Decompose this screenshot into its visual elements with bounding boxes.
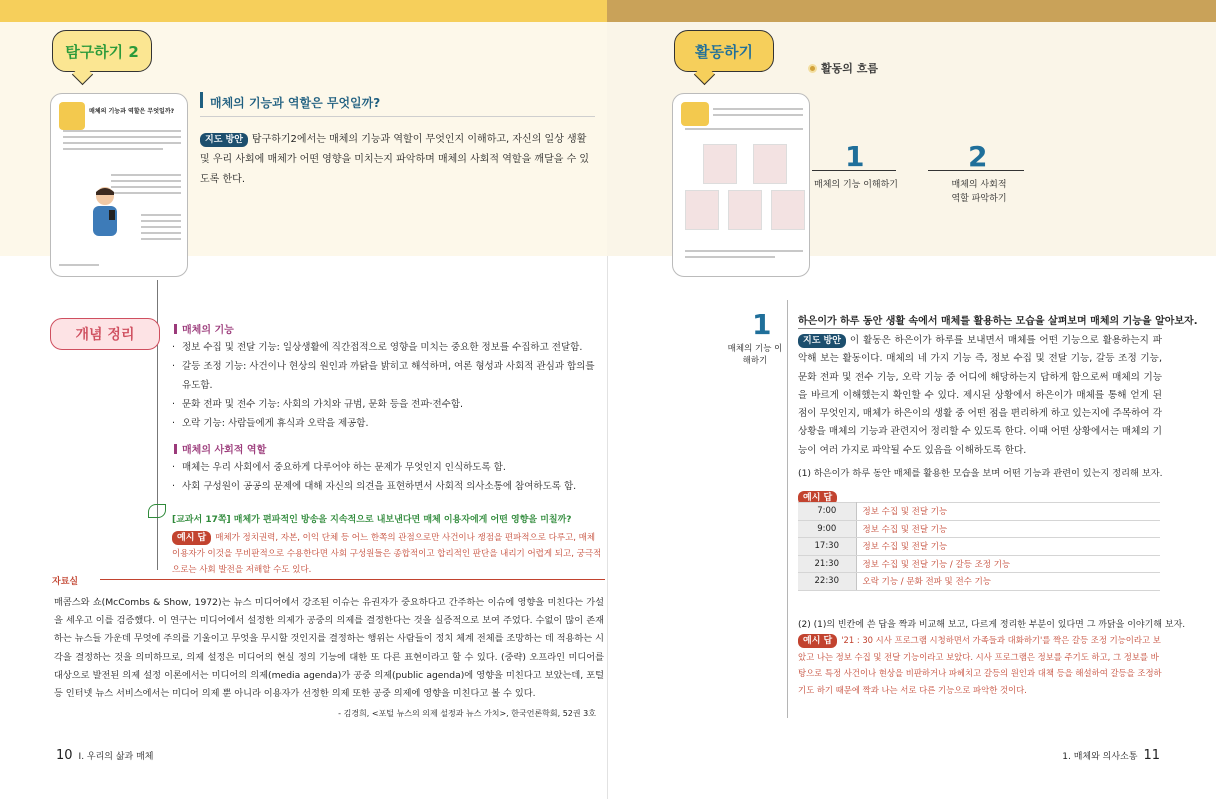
footer-unit-left: I. 우리의 삶과 매체 — [78, 752, 154, 762]
roles-list — [170, 458, 602, 496]
activity-flow-title: 활동의 흐름 — [808, 60, 878, 76]
answer-table — [798, 502, 1160, 591]
guide-tag-right: 지도 방안 — [798, 334, 846, 348]
functions-heading: 매체의 기능 — [174, 321, 234, 336]
example-answer-tag: 예시 답 — [172, 531, 211, 545]
flow-step-2-label: 매체의 사회적 역할 파악하기 — [951, 180, 1007, 204]
thumb-badge — [59, 102, 85, 130]
section-bubble-left: 탐구하기 2 — [52, 30, 152, 72]
table-row: 21:30 정보 수집 및 전달 기능 / 갈등 조정 기능 — [798, 555, 1160, 573]
textbook-answer: 예시 답 매체가 정치권력, 자본, 이익 단체 등 어느 한쪽의 관점으로만 사건이나 쟁점을 편파적으로 다루고, 매체 이용자가 이것을 무비판적으로 수용한다면 사회 구성원들은 종합적이고 합리적인 판단을 내리기 어렵게 되고, 궁극적으로는 사회 발전을 저해할 수도 있다. — [172, 533, 602, 575]
example-answer-tag-2: 예시 답 — [798, 634, 837, 648]
question-2: (2) (1)의 빈칸에 쓴 답을 짝과 비교해 보고, 다르게 정리한 부분이 있다면 그 까닭을 이야기해 보자. — [798, 620, 1186, 630]
role-item: · 매체는 우리 사회에서 중요하게 다루어야 하는 문제가 무엇인지 인식하도록 함. — [170, 458, 602, 477]
footer-unit-right: 1. 매체와 의사소통 — [1062, 752, 1138, 762]
resource-text: 매콤스와 쇼(McCombs & Show, 1972)는 뉴스 미디어에서 강조된 이슈는 유권자가 중요하다고 간주하는 이슈에 영향을 미친다는 가설을 세우고 이를 검증했다. 이 연구는 미디어에서 설정한 의제가 공중의 의제를 결정한다는 것을 실증적으로 보여 주었다. 수없이 많이 존재하는 뉴스들 가운데 무엇에 주의를 기울이고 무엇을 무시할 것인지를 결정하는 행위는 사람들이 정치 체계 전체를 조망하는 데 적용하는 시각을 결정하는 것을 의미하므로, 의제 설정은 미디어의 현실 정의 기능에 대한 또 다른 표현이라고 할 수 있다. (중략) 오프라인 미디어를 대상으로 발전된 의제 설정 이론에서는 미디어의 의제(media agenda)가 공중 의제(public agenda)에 영향을 미친다고 보았는데, 포털 등 인터넷 뉴스 서비스에서는 미디어 의제 뿐 아니라 이용자가 선정한 의제 또한 공중 의제에 영향을 미친다고 볼 수 있다. — [54, 597, 604, 700]
flow-step-1-number: 1 — [845, 140, 865, 173]
concept-summary-bubble: 개념 정리 — [50, 318, 160, 350]
page-spine — [607, 256, 608, 799]
student-illustration — [87, 184, 123, 244]
example-answer-tag-right: 예시 답 — [798, 485, 841, 505]
activity-divider — [787, 300, 788, 718]
function-item: · 정보 수집 및 전달 기능: 일상생활에 직간접적으로 영향을 미치는 중요한 정보를 수집하고 전달함. — [170, 338, 602, 357]
resource-label: 자료실 — [52, 577, 79, 587]
top-band-left — [0, 0, 607, 22]
functions-list — [170, 338, 602, 433]
footer-right — [1062, 748, 1160, 763]
table-row: 7:00 정보 수집 및 전달 기능 — [798, 503, 1160, 521]
activity-section-number: 1 — [752, 308, 772, 341]
guide-body: 탐구하기2에서는 매체의 기능과 역할이 무엇인지 이해하고, 자신의 일상 생활 및 우리 사회에 매체가 어떤 영향을 미치는지 파악하며 매체의 사회적 역할을 깨달을 수 있도록 한다. — [200, 134, 590, 185]
role-item: · 사회 구성원이 공공의 문제에 대해 자신의 의견을 표현하면서 사회적 의사소통에 참여하도록 함. — [170, 477, 602, 496]
activity-lead-rule — [798, 328, 1162, 329]
function-item: · 문화 전파 및 전수 기능: 사회의 가치와 규범, 문화 등을 전파·전수함. — [170, 395, 602, 414]
table-row: 17:30 정보 수집 및 전달 기능 — [798, 538, 1160, 556]
guide-tag: 지도 방안 — [200, 133, 248, 147]
answer-2: 예시 답 '21 : 30 시사 프로그램 시청하면서 가족들과 대화하기'를 짝은 갈등 조정 기능이라고 보았고 나는 정보 수집 및 전달 기능이라고 보았다. 시사 프로그램은 정보를 주기도 하고, 그 정보를 바탕으로 특정 사건이나 현상을 비판하거나 파헤치고 갈등의 원인과 대책 등을 해설하여 갈등을 조정하기도 하기 때문에 짝과 나는 서로 다른 기능으로 파악한 것이다. — [798, 635, 1162, 695]
flow-dot-icon — [808, 64, 817, 73]
leaf-icon — [148, 504, 166, 518]
thumb-title: 매체의 기능과 역할은 무엇일까? — [89, 108, 175, 115]
flow-step-1-label: 매체의 기능 이해하기 — [814, 180, 898, 190]
page-number-right: 11 — [1143, 748, 1160, 763]
roles-heading: 매체의 사회적 역할 — [174, 441, 266, 456]
activity-lead: 하은이가 하루 동안 생활 속에서 매체를 활용하는 모습을 살펴보며 매체의 기능을 알아보자. — [798, 316, 1198, 327]
question-rule — [200, 116, 595, 117]
section-question: 매체의 기능과 역할은 무엇일까? — [210, 96, 381, 110]
activity-guide: 지도 방안 이 활동은 하은이가 하루를 보내면서 매체를 어떤 기능으로 활용하는지 파악해 보는 활동이다. 매체의 네 가지 기능 즉, 정보 수집 및 전달 기능, 갈등 조정 기능, 문화 전파 및 전수 기능, 오락 기능 중 어디에 해당하는지 답하게 함으로써 매체의 기능을 바르게 이해했는지 확인할 수 있다. 제시된 상황에서 하은이가 매체를 통해 얻게 된 점이 무엇인지, 매체가 하은이의 생활 중 어떤 점을 편리하게 하고 있는지에 주목하여 각 상황을 매체의 기능과 관련지어 정리할 수 있도록 한다. 이때 어떤 상황에서는 매체의 기능이 여러 가지로 파악될 수도 있음을 이해하도록 한다. — [798, 335, 1163, 456]
function-item: · 갈등 조정 기능: 사건이나 현상의 원인과 까닭을 밝히고 해석하며, 여론 형성과 사회적 관심과 합의를 유도함. — [170, 357, 602, 395]
top-band-right — [607, 0, 1216, 22]
thumbnail-right-page — [672, 93, 810, 277]
function-item: · 오락 기능: 사람들에게 휴식과 오락을 제공함. — [170, 414, 602, 433]
footer-left — [56, 748, 154, 763]
guide-text-left — [200, 130, 595, 190]
resource-source: - 김경희, <포털 뉴스의 의제 설정과 뉴스 가치>, 한국언론학회, 52권 3호 — [338, 709, 596, 718]
activity-section-label: 매체의 기능 이해하기 — [727, 344, 783, 366]
table-row: 22:30 오락 기능 / 문화 전파 및 전수 기능 — [798, 573, 1160, 591]
page-number-left: 10 — [56, 748, 73, 763]
textbook-question: [교과서 17쪽] 매체가 편파적인 방송을 지속적으로 내보낸다면 매체 이용자에게 어떤 영향을 미칠까? — [172, 515, 572, 525]
resource-rule — [100, 579, 605, 580]
question-1: (1) 하은이가 하루 동안 매체를 활용한 모습을 보며 어떤 기능과 관련이 있는지 정리해 보자. — [798, 468, 1163, 479]
thumbnail-left-page — [50, 93, 188, 277]
table-row: 9:00 정보 수집 및 전달 기능 — [798, 520, 1160, 538]
section-bubble-right: 활동하기 — [674, 30, 774, 72]
flow-step-2-number: 2 — [968, 140, 988, 173]
question-marker — [200, 92, 203, 108]
